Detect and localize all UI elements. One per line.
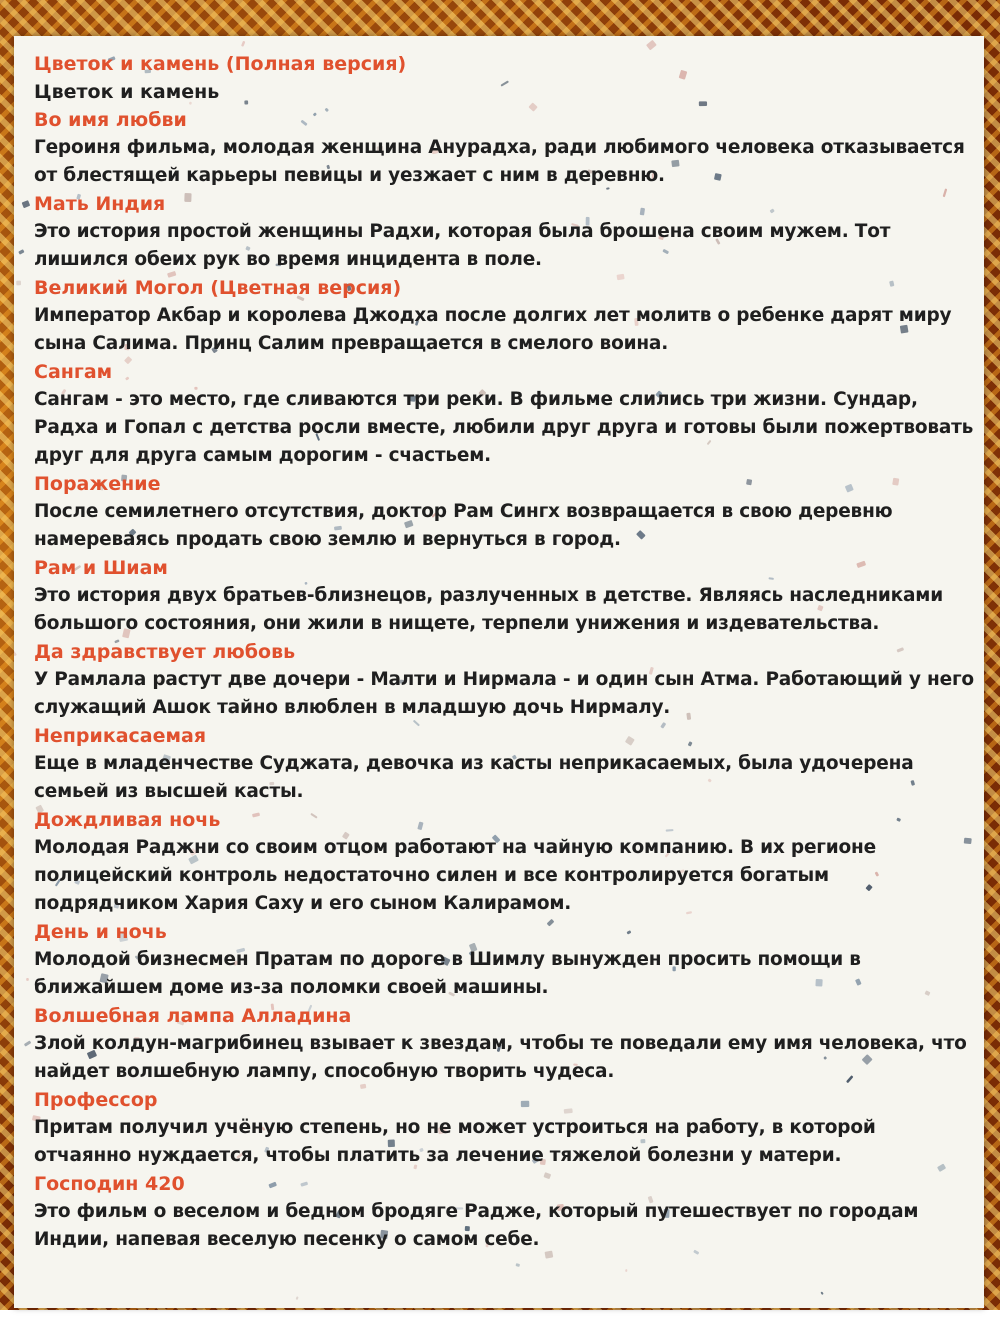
film-description: Молодой бизнесмен Пратам по дороге в Шимлу вынужден просить помощи в ближайшем доме из-за поломки своей машины. [34, 949, 861, 998]
paper-sheet [14, 36, 984, 1308]
film-entry [34, 1170, 974, 1254]
paper-speck [625, 1269, 627, 1272]
film-description: Злой колдун-магрибинец взывает к звездам, чтобы те поведали ему имя человека, что найдет волшебную лампу, способную творить чудеса. [34, 1033, 967, 1082]
paper-speck [241, 41, 245, 47]
film-entry [34, 918, 974, 1002]
film-title: Неприкасаемая [34, 725, 207, 747]
film-title: День и ночь [34, 921, 167, 943]
paper-speck [18, 249, 24, 254]
film-title: Да здравствует любовь [34, 641, 296, 663]
film-description: Сангам - это место, где сливаются три реки. В фильме слились три жизни. Сундар, Радха и Гопал с детства росли вместе, любили друг друга и готовы были пожертвовать друг для друга самым дорогим - счастьем. [34, 389, 974, 466]
paper-speck [26, 978, 29, 981]
film-description: Героиня фильма, молодая женщина Анурадха, ради любимого человека отказывается от блестящей карьеры певицы и уезжает с ним в деревню. [34, 137, 965, 186]
film-entry [34, 554, 974, 638]
film-title: Великий Могол (Цветная версия) [34, 277, 402, 299]
film-title: Рам и Шиам [34, 557, 168, 579]
film-entry [34, 190, 974, 274]
film-title: Сангам [34, 361, 113, 383]
film-description: Это история простой женщины Радхи, которая была брошена своим мужем. Тот лишился обеих рук во время инцидента в поле. [34, 221, 891, 270]
film-description: Это история двух братьев-близнецов, разлученных в детстве. Являясь наследниками большого состояния, они жили в нищете, терпели унижения и издевательства. [34, 585, 943, 634]
film-description: Император Акбар и королева Джодха после долгих лет молитв о ребенке дарят миру сына Салима. Принц Салим превращается в смелого воина. [34, 305, 952, 354]
film-list [34, 50, 974, 1254]
paper-speck [296, 1296, 299, 1300]
film-description: Притам получил учёную степень, но не может устроиться на работу, в которой отчаянно нуждается, чтобы платить за лечение тяжелой болезни у матери. [34, 1117, 876, 1166]
paper-speck [16, 281, 21, 286]
film-description: Это фильм о веселом и бедном бродяге Радже, который путешествует по городам Индии, напевая веселую песенку о самом себе. [34, 1201, 919, 1250]
film-description: Молодая Раджни со своим отцом работают на чайную компанию. В их регионе полицейский контроль недостаточно силен и все контролируется богатым подрядчиком Хария Саху и его сыном Калирамом. [34, 837, 876, 914]
film-entry [34, 722, 974, 806]
film-description: У Рамлала растут две дочери - Малти и Нирмала - и один сын Атма. Работающий у него служащий Ашок тайно влюблен в младшую дочь Нирмалу. [34, 669, 974, 718]
film-entry [34, 638, 974, 722]
film-title: Профессор [34, 1089, 158, 1111]
film-entry [34, 358, 974, 470]
film-description: Еще в младенчестве Суджата, девочка из касты неприкасаемых, была удочерена семьей из высшей касты. [34, 753, 914, 802]
film-entry [34, 106, 974, 190]
film-entry [34, 1002, 974, 1086]
film-entry [34, 274, 974, 358]
page-subtitle: Цветок и камень [34, 81, 220, 103]
paper-speck [820, 1291, 823, 1295]
page-title: Цветок и камень (Полная версия) [34, 53, 407, 75]
paper-speck [24, 1040, 32, 1046]
film-entry [34, 1086, 974, 1170]
film-entry [34, 470, 974, 554]
film-entry [34, 806, 974, 918]
film-description: После семилетнего отсутствия, доктор Рам Сингх возвращается в свою деревню намереваясь продать свою землю и вернуться в город. [34, 501, 893, 550]
paper-speck [515, 1263, 520, 1267]
film-title: Поражение [34, 473, 161, 495]
film-title: Господин 420 [34, 1173, 185, 1195]
film-title: Мать Индия [34, 193, 166, 215]
paper-speck [14, 651, 17, 657]
paper-speck [22, 200, 31, 208]
film-title: Дождливая ночь [34, 809, 221, 831]
film-title: Волшебная лампа Алладина [34, 1005, 352, 1027]
paper-speck [646, 40, 657, 51]
film-title: Во имя любви [34, 109, 187, 131]
